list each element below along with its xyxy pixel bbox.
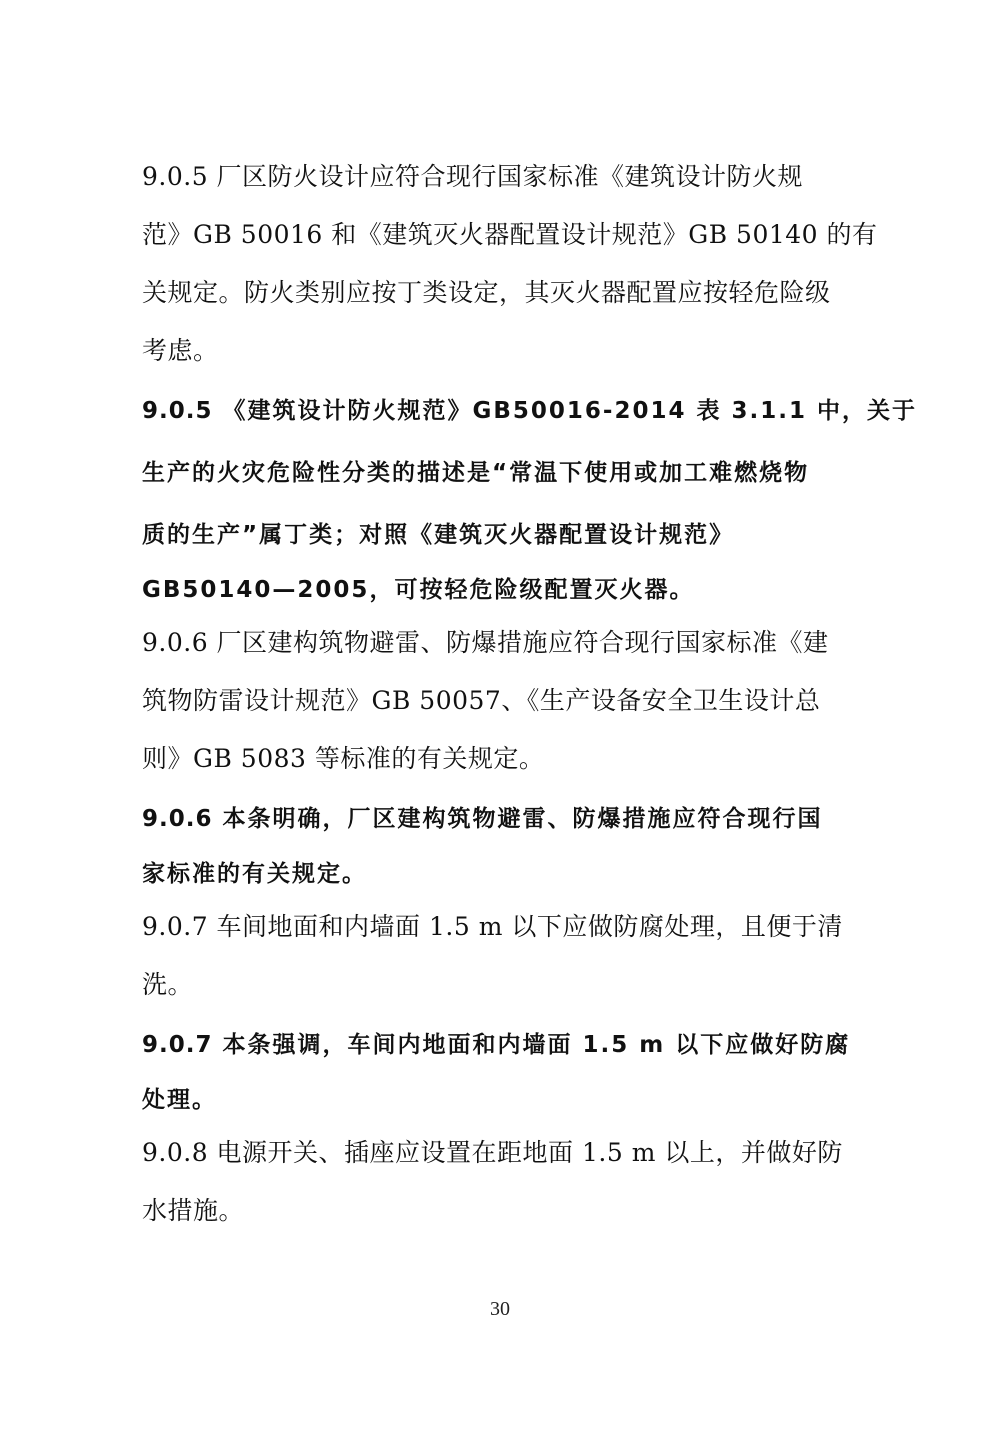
page-number: 30 (490, 1298, 510, 1320)
text-fragment: 《建筑设计防火规范》GB50016-2014 表 3.1.1 中，关于 (212, 398, 917, 424)
text-line: 水措施。 (142, 1196, 245, 1225)
text-line (142, 1014, 862, 1076)
text-line: 洗。 (142, 970, 194, 999)
text-fragment: 本条强调，车间内地面和内墙面 1.5 m 以下应做好防腐 (212, 1032, 851, 1058)
text-line: GB50140—2005，可按轻危险级配置灭火器。 (142, 577, 695, 603)
clause-9-0-7 (142, 898, 862, 1014)
clause-9-0-6 (142, 614, 862, 788)
text-line: 9.0.5 厂区防火设计应符合现行国家标准《建筑设计防火规 (142, 162, 804, 191)
text-fragment: 本条明确，厂区建构筑物避雷、防爆措施应符合现行国 (212, 806, 823, 832)
text-line: 关规定。防火类别应按丁类设定，其灭火器配置应按轻危险级 (142, 278, 831, 307)
text-line (142, 788, 862, 850)
text-line: 考虑。 (142, 336, 219, 365)
text-line: 生产的火灾危险性分类的描述是“常温下使用或加工难燃烧物 (142, 460, 810, 486)
clause-number: 9.0.5 (142, 398, 213, 424)
explanation-9-0-7 (142, 1014, 862, 1124)
page-body (142, 148, 917, 1240)
clause-9-0-5 (142, 148, 878, 380)
text-line: 9.0.6 厂区建构筑物避雷、防爆措施应符合现行国家标准《建 (142, 628, 829, 657)
explanation-9-0-5 (142, 380, 917, 614)
text-line: 9.0.7 车间地面和内墙面 1.5 m 以下应做防腐处理，且便于清 (142, 912, 843, 941)
text-line: 范》GB 50016 和《建筑灭火器配置设计规范》GB 50140 的有 (142, 220, 878, 249)
clause-number: 9.0.6 (142, 806, 213, 832)
text-line: 筑物防雷设计规范》GB 50057、《生产设备安全卫生设计总 (142, 686, 821, 715)
clause-number: 9.0.7 (142, 1032, 213, 1058)
clause-9-0-8 (142, 1124, 862, 1240)
explanation-9-0-6 (142, 788, 862, 898)
text-line: 处理。 (142, 1087, 217, 1113)
text-line: 则》GB 5083 等标准的有关规定。 (142, 744, 545, 773)
text-line (142, 380, 917, 442)
text-line: 9.0.8 电源开关、插座应设置在距地面 1.5 m 以上，并做好防 (142, 1138, 843, 1167)
text-line: 质的生产”属丁类；对照《建筑灭火器配置设计规范》 (142, 522, 735, 548)
text-line: 家标准的有关规定。 (142, 861, 367, 887)
